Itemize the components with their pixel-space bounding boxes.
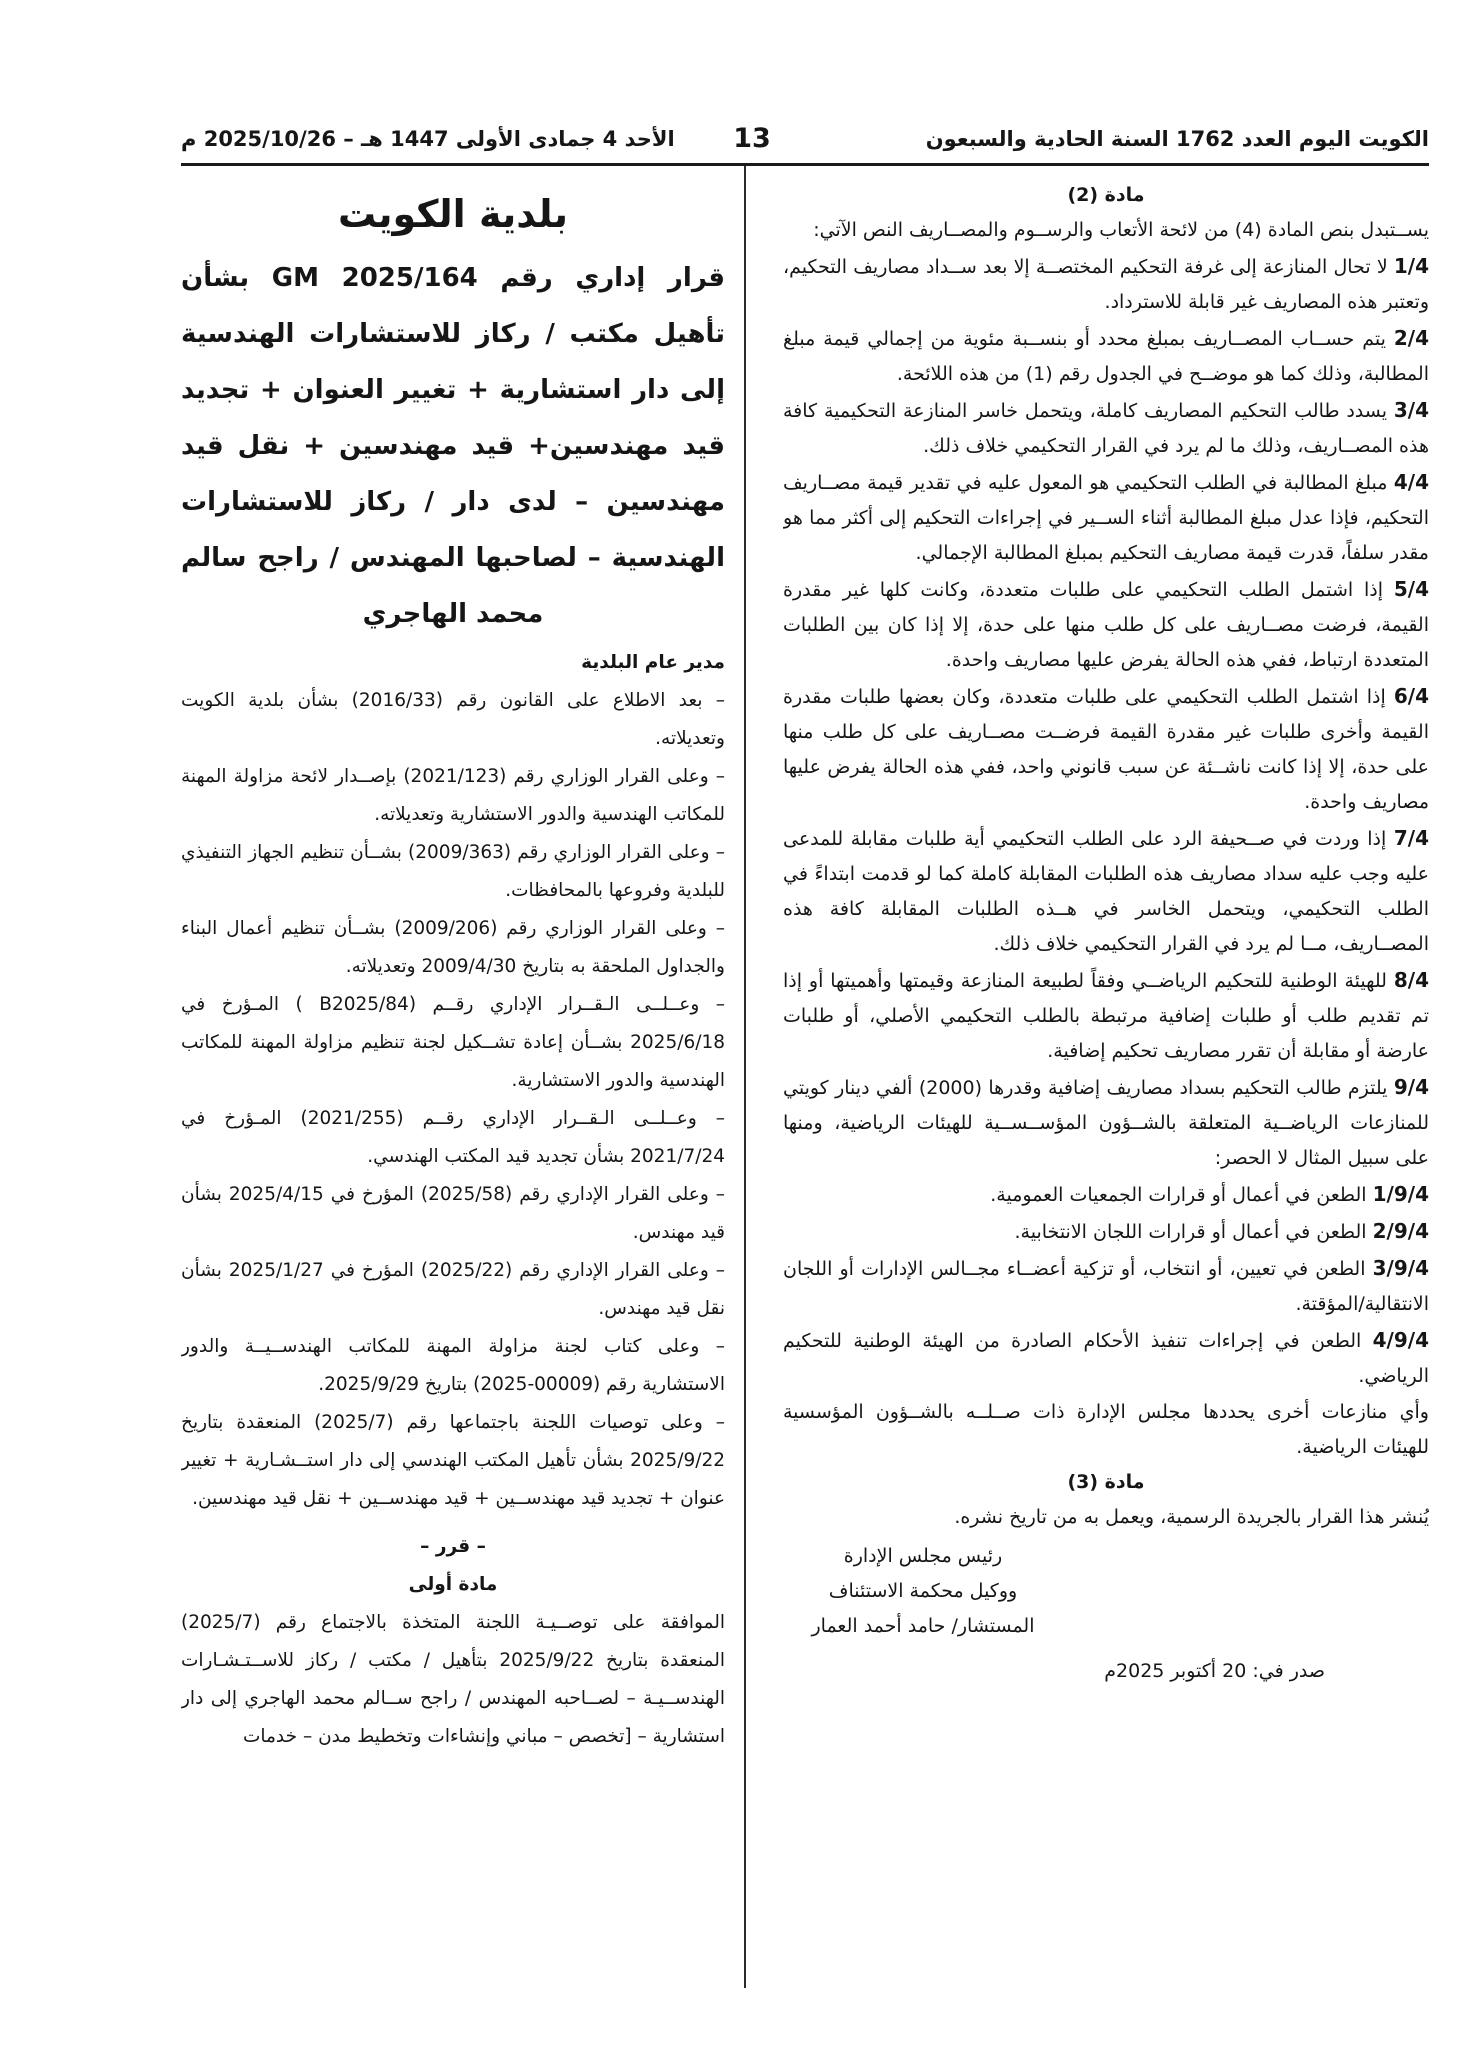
clause-number: 5/4 [1393, 577, 1429, 601]
clause-4-4 [783, 465, 1429, 571]
clause-number: 4/4 [1393, 470, 1429, 494]
recital: – وعلى توصيات اللجنة باجتماعها رقم (2025/7) المنعقدة بتاريخ 2025/9/22 بشأن تأهيل المكتب الهندسي إلى دار استــشـارية + تغيير عنوان + تجديد قيد مهندســين + قيد مهندســين + نقل قيد مهندسين. [181, 1412, 725, 1509]
column-divider [744, 166, 746, 1988]
clause-number: 3/9/4 [1372, 1256, 1429, 1280]
clause-9-4 [783, 1070, 1429, 1176]
recital: – وعلى كتاب لجنة مزاولة المهنة للمكاتب الهندســيــة والدور الاستشارية رقم (00009-2025) بتاريخ 2025/9/29. [181, 1336, 725, 1395]
signature-title: رئيس مجلس الإدارة [843, 1545, 1003, 1567]
article-3-heading: مادة (3) [1067, 1471, 1145, 1493]
gazette-issue-header: الكويت اليوم العدد 1762 السنة الحادية والسبعون [925, 127, 1429, 151]
clause-number: 4/9/4 [1372, 1328, 1429, 1352]
decided-heading: – قرر – [420, 1536, 486, 1557]
issuer-line: مدير عام البلدية [581, 652, 725, 673]
clause-text: لا تحال المنازعة إلى غرفة التحكيم المختصــة إلا بعد ســداد مصاريف التحكيم، وتعتبر هذه المصاريف غير قابلة للاسترداد. [783, 256, 1429, 313]
issue-date: صدر في: 20 أكتوبر 2025م [1104, 1660, 1325, 1682]
clause-text: إذا اشتمل الطلب التحكيمي على طلبات متعددة، وكانت كلها غير مقدرة القيمة، فرضت مصــاريف على كل طلب منها على حدة، إلا إذا كان بين الطلبات المتعددة ارتباط، ففي هذه الحالة يفرض عليها مصاريف واحدة. [783, 579, 1429, 671]
clause-number: 6/4 [1393, 684, 1429, 708]
clause-text: الطعن في أعمال أو قرارات الجمعيات العمومية. [990, 1184, 1367, 1206]
municipality-heading: بلدية الكويت [338, 192, 568, 236]
clause-text: الطعن في تعيين، أو انتخاب، أو تزكية أعضــاء مجــالس الإدارات أو اللجان الانتقالية/المؤقتة. [783, 1258, 1429, 1315]
clause-2-4 [783, 321, 1429, 392]
clause-4-9-4 [783, 1323, 1429, 1394]
clause-number: 2/4 [1393, 326, 1429, 350]
recital: – وعلى القرار الوزاري رقم (2009/363) بشــأن تنظيم الجهاز التنفيذي للبلدية وفروعها بالمحافظات. [181, 842, 725, 901]
clause-8-4 [783, 963, 1429, 1069]
decision-title: قرار إداري رقم GM 2025/164 بشأن تأهيل مكتب / ركاز للاستشارات الهندسية إلى دار استشارية + تغيير العنوان + تجديد قيد مهندسين+ قيد مهندسين + نقل قيد مهندسين – لدى دار / ركاز للاستشارات الهندسية – لصاحبها المهندس / راجح سالم محمد الهاجري [181, 263, 725, 629]
clause-text: يلتزم طالب التحكيم بسداد مصاريف إضافية وقدرها (2000) ألفي دينار كويتي للمنازعات الرياضــية المتعلقة بالشــؤون المؤســســية للهيئات الرياضية، ومنها على سبيل المثال لا الحصر: [783, 1077, 1429, 1169]
recital: – وعلى القرار الإداري رقم (2025/58) المؤرخ في 2025/4/15 بشأن قيد مهندس. [181, 1184, 725, 1243]
clause-number: 1/9/4 [1372, 1182, 1429, 1206]
clause-text: الطعن في إجراءات تنفيذ الأحكام الصادرة من الهيئة الوطنية للتحكيم الرياضي. [783, 1330, 1429, 1387]
signature-block [783, 1539, 1063, 1644]
clause-text: مبلغ المطالبة في الطلب التحكيمي هو المعول عليه في تقدير قيمة مصــاريف التحكيم، فإذا عدل مبلغ المطالبة أثناء الســير في إجراءات التحكيم إلى أكثر مما هو مقدر سلفاً، قدرت قيمة مصاريف التحكيم بمبلغ المطالبة الإجمالي. [783, 472, 1429, 564]
recital: – وعلى القرار الوزاري رقم (2009/206) بشــأن تنظيم أعمال البناء والجداول الملحقة به بتاريخ 2009/4/30 وتعديلاته. [181, 918, 725, 977]
clause-3-9-4 [783, 1251, 1429, 1322]
recital: – وعلى القرار الإداري رقم (2025/22) المؤرخ في 2025/1/27 بشأن نقل قيد مهندس. [181, 1260, 725, 1319]
article-2-heading: مادة (2) [1067, 184, 1145, 206]
clause-text: الطعن في أعمال أو قرارات اللجان الانتخابية. [1014, 1221, 1367, 1243]
clause-6-4 [783, 679, 1429, 820]
clause-2-9-4 [783, 1214, 1429, 1250]
right-column [783, 178, 1429, 2038]
article-1-text: الموافقة على توصــيـة اللجنة المتخذة بالاجتماع رقم (2025/7) المنعقدة بتاريخ 2025/9/22 بتأهيل / مكتب / ركاز للاســتـشـارات الهندســيـة – لصــاحبه المهندس / راجح ســالم محمد الهاجري إلى دار استشارية – [تخصص – مباني وإنشاءات وتخطيط مدن – خدمات [181, 1612, 725, 1747]
recital: – وعلى القرار الوزاري رقم (2021/123) بإصــدار لائحة مزاولة المهنة للمكاتب الهندسية والدور الاستشارية وتعديلاته. [181, 766, 725, 825]
clause-1-4 [783, 249, 1429, 320]
article-1-heading: مادة أولى [408, 1574, 498, 1595]
issue-date-header: الأحد 4 جمادى الأولى 1447 هـ – 2025/10/26 م [181, 127, 675, 151]
clause-text: إذا وردت في صــحيفة الرد على الطلب التحكيمي أية طلبات مقابلة للمدعى عليه وجب عليه سداد مصاريف هذه الطلبات المقابلة كاملة كما لو قدمت ابتداءً في الطلب التحكيمي، ويتحمل الخاسر في هــذه الطلبات المقابلة كافة هذه المصــاريف، مــا لم يرد في القرار التحكيمي خلاف ذلك. [783, 828, 1429, 955]
clause-7-4 [783, 821, 1429, 962]
article-2-intro: يســتبدل بنص المادة (4) من لائحة الأتعاب والرســوم والمصــاريف النص الآتي: [813, 219, 1429, 241]
clause-closing: وأي منازعات أخرى يحددها مجلس الإدارة ذات صــلــه بالشــؤون المؤسسية للهيئات الرياضية. [783, 1401, 1429, 1458]
page-number: 13 [733, 123, 771, 154]
recital: – وعــلــى الـقــرار الإداري رقــم (2021/255) المـؤرخ في 2021/7/24 بشأن تجديد قيد المكتب الهندسي. [181, 1108, 725, 1167]
signature-position: ووكيل محكمة الاستئناف [828, 1580, 1018, 1602]
clause-number: 7/4 [1393, 826, 1429, 850]
clause-number: 1/4 [1393, 254, 1429, 278]
article-3-text: يُنشر هذا القرار بالجريدة الرسمية، ويعمل به من تاريخ نشره. [954, 1506, 1429, 1528]
clause-text: للهيئة الوطنية للتحكيم الرياضــي وفقاً لطبيعة المنازعة وقيمتها وأهميتها أو إذا تم تقديم طلب أو طلبات إضافية مرتبطة بالطلب التحكيمي الأصلي، أو طلبات عارضة أو مقابلة أن تقرر مصاريف تحكيم إضافية. [783, 970, 1429, 1062]
clause-1-9-4 [783, 1177, 1429, 1213]
clause-number: 3/4 [1393, 398, 1429, 422]
header-rule [181, 163, 1429, 166]
recital: – بعد الاطلاع على القانون رقم (2016/33) بشأن بلدية الكويت وتعديلاته. [181, 690, 725, 749]
clause-text: يسدد طالب التحكيم المصاريف كاملة، ويتحمل خاسر المنازعة التحكيمية كافة هذه المصــاريف، وذلك ما لم يرد في القرار التحكيمي خلاف ذلك. [783, 400, 1429, 457]
recital: – وعــلــى الـقــرار الإداري رقــم (B2025/84 ) المـؤرخ في 2025/6/18 بشــأن إعادة تشــكيل لجنة تنظيم مزاولة المهنة للمكاتب الهندسية والدور الاستشارية. [181, 994, 725, 1091]
clause-number: 2/9/4 [1372, 1219, 1429, 1243]
left-column [181, 178, 725, 2038]
signature-name: المستشار/ حامد أحمد العمار [811, 1615, 1035, 1637]
clause-text: إذا اشتمل الطلب التحكيمي على طلبات متعددة، وكان بعضها طلبات مقدرة القيمة وأخرى طلبات غير مقدرة القيمة فرضــت مصــاريف على كل طلب منها على حدة، إلا إذا كانت ناشــئة عن سبب قانوني واحد، ففي هذه الحالة يفرض عليها مصاريف واحدة. [783, 686, 1429, 813]
clause-number: 9/4 [1393, 1075, 1429, 1099]
clause-5-4 [783, 572, 1429, 678]
clause-number: 8/4 [1393, 968, 1429, 992]
clause-3-4 [783, 393, 1429, 464]
clause-text: يتم حســاب المصــاريف بمبلغ محدد أو بنســبة مئوية من إجمالي قيمة مبلغ المطالبة، وذلك كما هو موضــح في الجدول رقم (1) من هذه اللائحة. [783, 328, 1429, 385]
